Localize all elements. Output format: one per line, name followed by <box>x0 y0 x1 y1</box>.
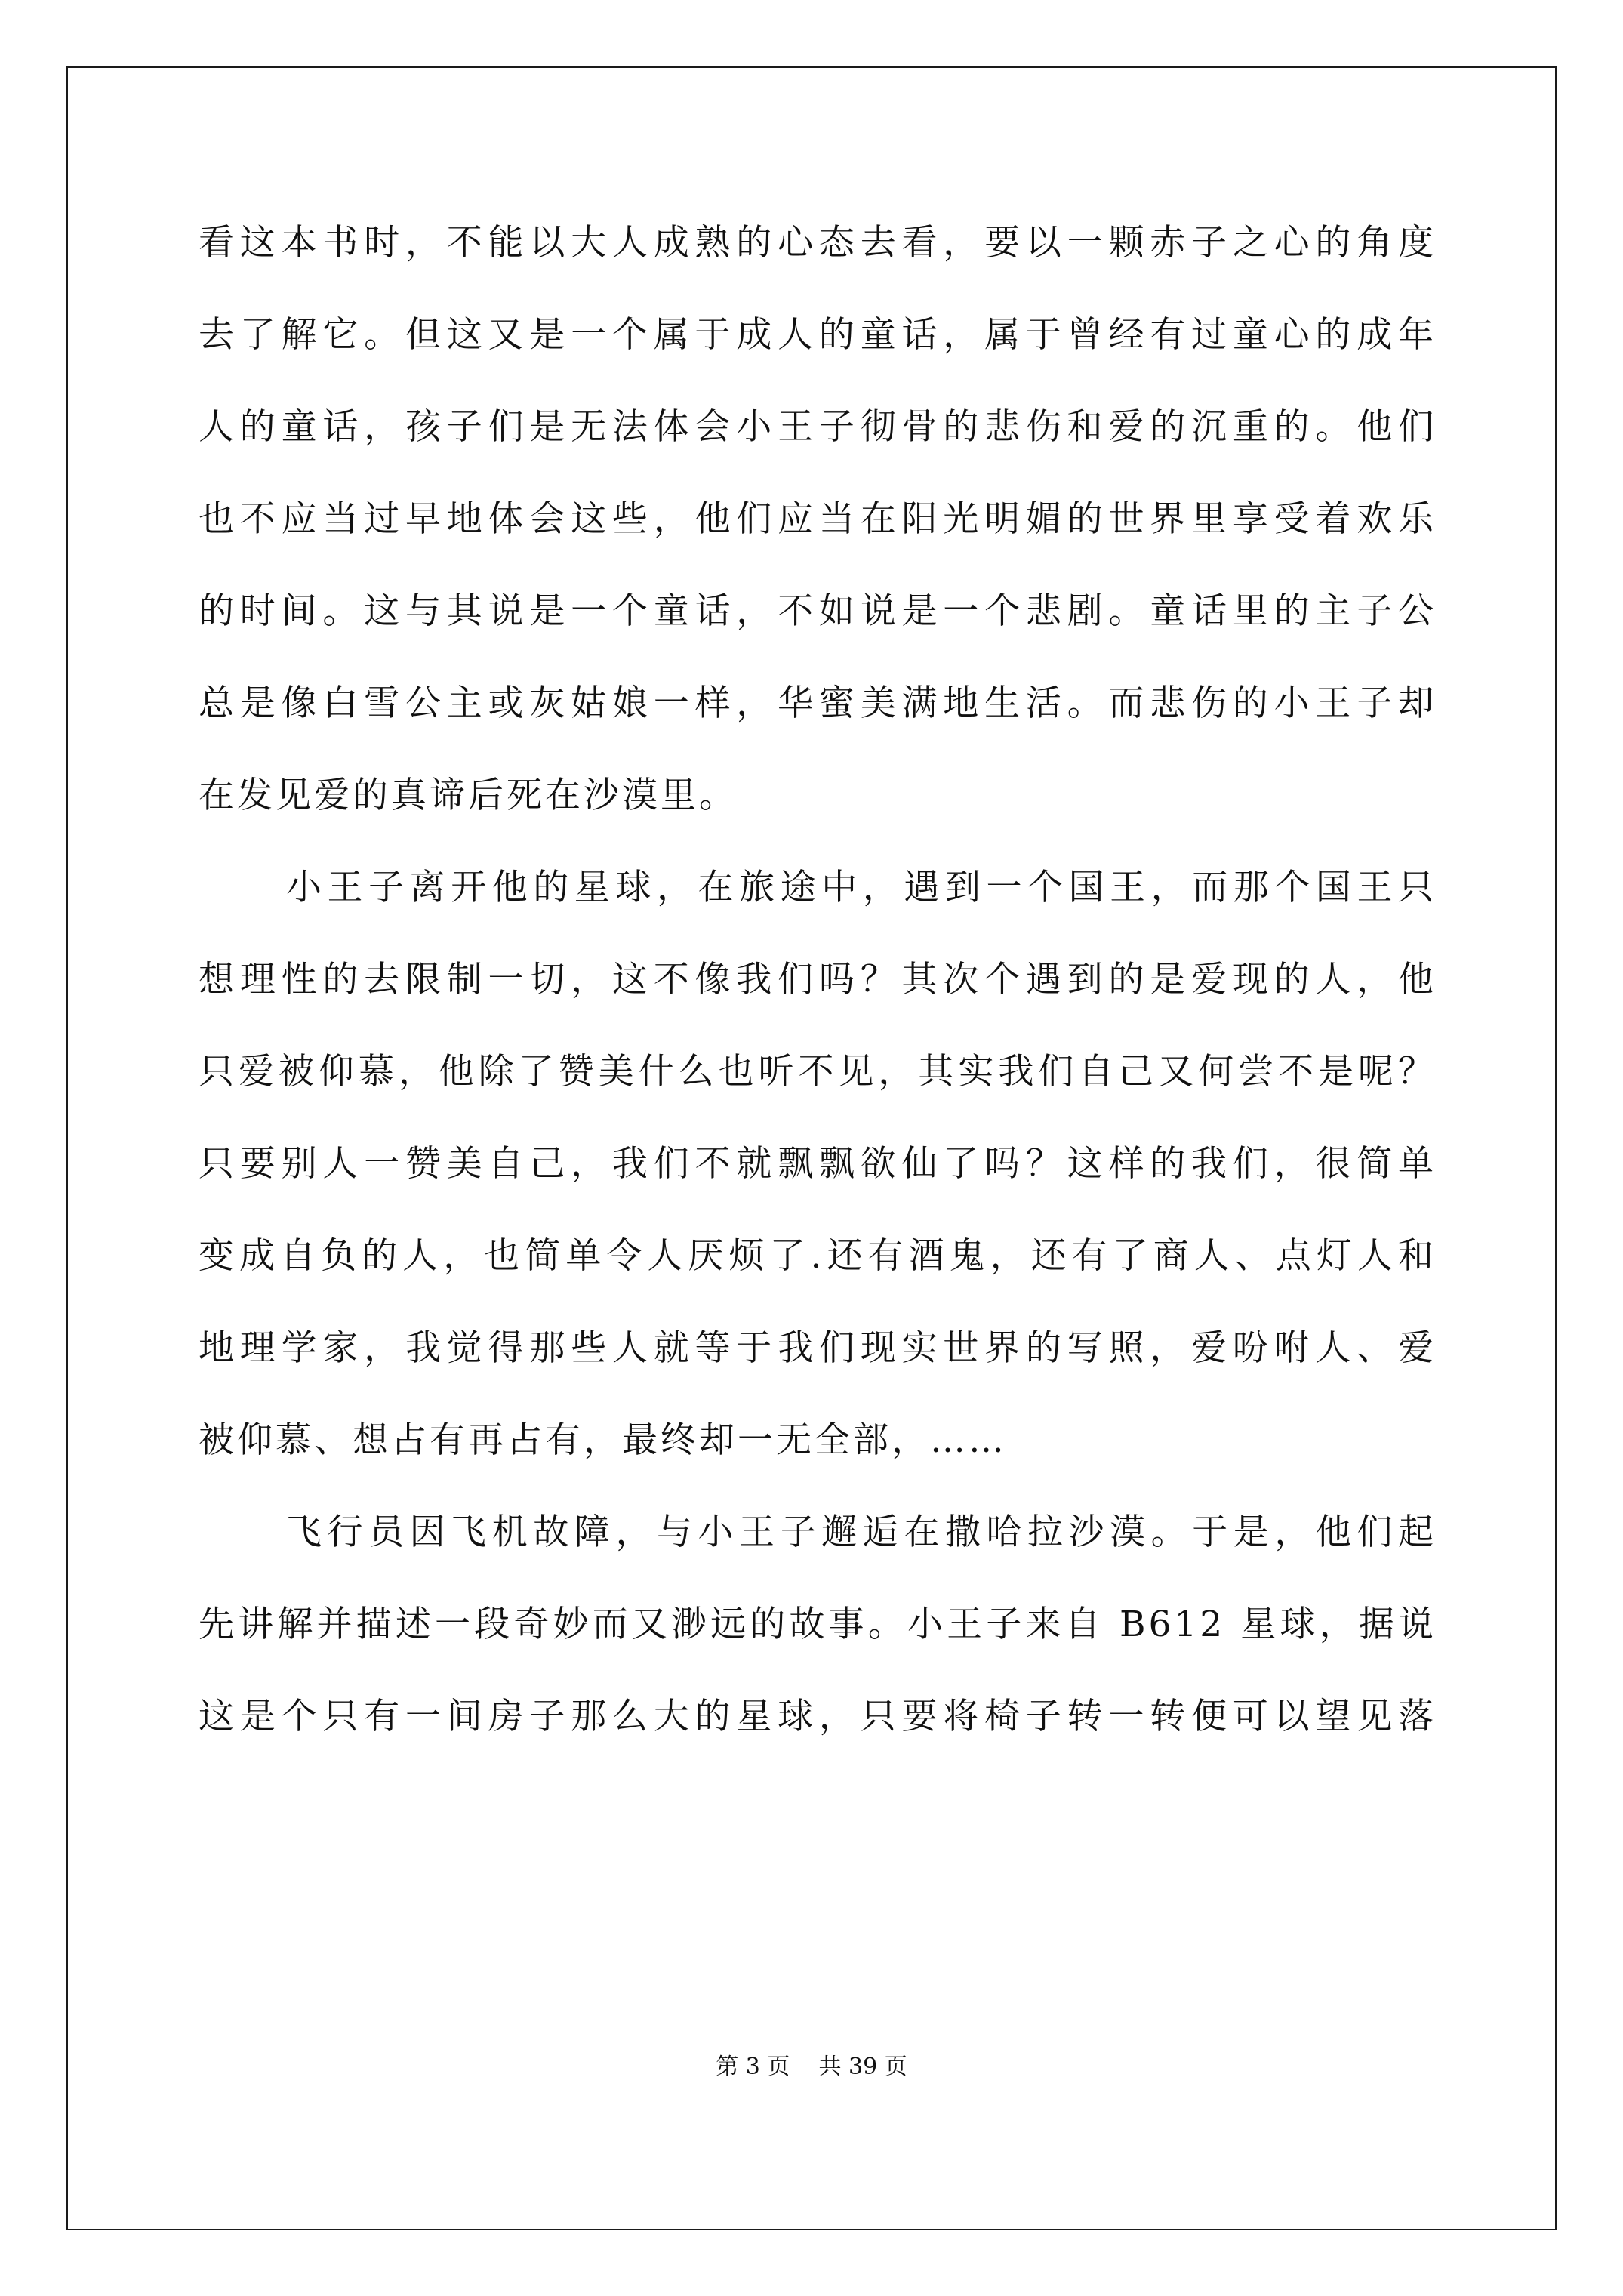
text-line: 只要别人一赞美自己，我们不就飘飘欲仙了吗？这样的我们，很简单 <box>199 1143 1437 1185</box>
text-line: 被仰慕、想占有再占有，最终却一无全部，…… <box>199 1419 1007 1461</box>
text-line: 人的童话，孩子们是无法体会小王子彻骨的悲伤和爱的沉重的。他们 <box>199 406 1437 448</box>
text-line: 也不应当过早地体会这些，他们应当在阳光明媚的世界里享受着欢乐 <box>199 498 1437 540</box>
text-line: 变成自负的人，也简单令人厌烦了.还有酒鬼，还有了商人、点灯人和 <box>199 1235 1437 1277</box>
text-line: 先讲解并描述一段奇妙而又渺远的故事。小王子来自 B612 星球，据说 <box>199 1604 1437 1645</box>
text-line: 在发见爱的真谛后死在沙漠里。 <box>199 775 738 816</box>
page-number-footer: 第 3 页 共 39 页 <box>716 2054 907 2080</box>
text-line: 只爱被仰慕，他除了赞美什么也听不见，其实我们自己又何尝不是呢？ <box>199 1051 1437 1093</box>
text-line: 小王子离开他的星球，在旅途中，遇到一个国王，而那个国王只 <box>286 867 1437 908</box>
text-line: 的时间。这与其说是一个童话，不如说是一个悲剧。童话里的主子公 <box>199 590 1437 632</box>
text-line: 这是个只有一间房子那么大的星球，只要将椅子转一转便可以望见落 <box>199 1696 1437 1737</box>
text-line: 飞行员因飞机故障，与小王子邂逅在撒哈拉沙漠。于是，他们起 <box>286 1512 1437 1553</box>
text-line: 看这本书时，不能以大人成熟的心态去看，要以一颗赤子之心的角度 <box>199 222 1437 264</box>
text-line: 地理学家，我觉得那些人就等于我们现实世界的写照，爱吩咐人、爱 <box>199 1327 1437 1369</box>
text-line: 想理性的去限制一切，这不像我们吗？其次个遇到的是爱现的人，他 <box>199 959 1437 1000</box>
text-line: 去了解它。但这又是一个属于成人的童话，属于曾经有过童心的成年 <box>199 314 1437 356</box>
text-line: 总是像白雪公主或灰姑娘一样，华蜜美满地生活。而悲伤的小王子却 <box>199 683 1437 724</box>
